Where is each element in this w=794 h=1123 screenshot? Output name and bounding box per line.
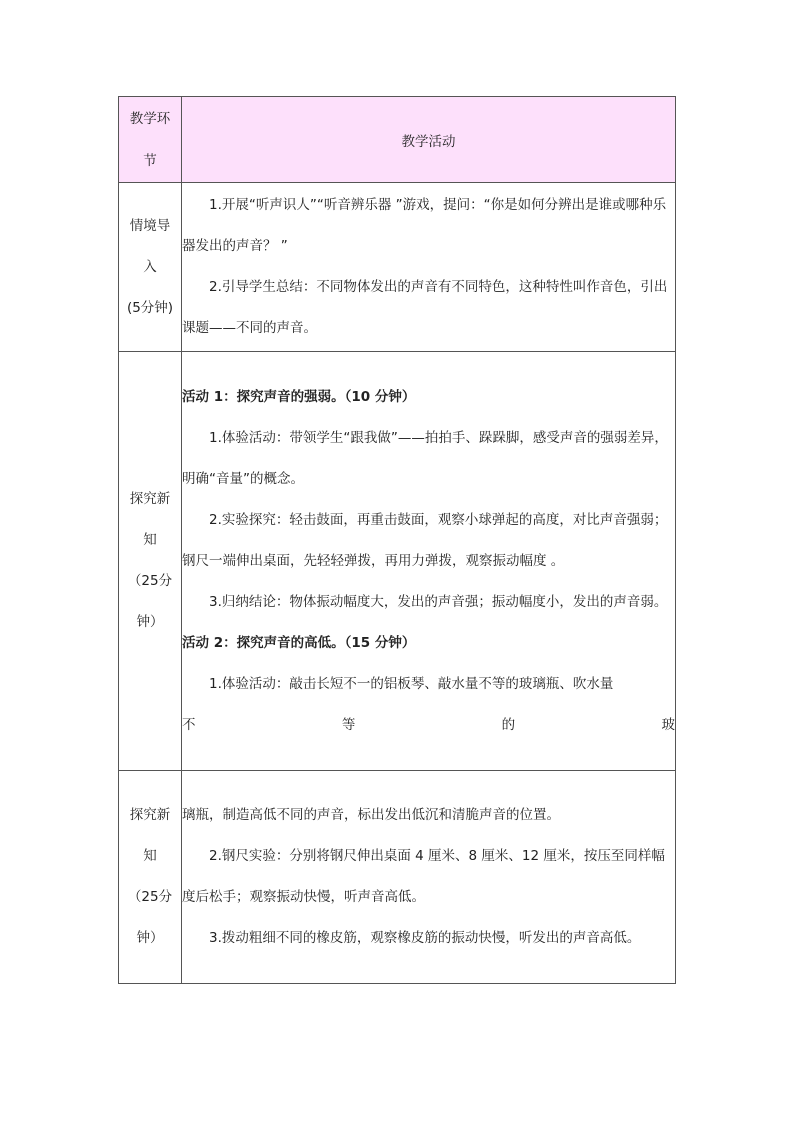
table-row — [119, 183, 676, 352]
table-row — [119, 352, 676, 771]
activity-paragraph: 3.拨动粗细不同的橡皮筋，观察橡皮筋的振动快慢，听发出的声音高低。 — [209, 930, 641, 946]
stage-line: 钟） — [136, 614, 164, 630]
stage-line: 情境导 — [129, 217, 171, 234]
stage-line: 知 — [143, 848, 157, 864]
activity-paragraph: 2.实验探究：轻击鼓面，再重击鼓面，观察小球弹起的高度，对比声音强弱；钢尺一端伸出桌面，先轻轻弹拨，再用力弹拨，观察振动幅度 。 — [182, 511, 668, 569]
justified-char: 玻 — [661, 716, 675, 733]
activity-paragraph: 1.体验活动：敲击长短不一的铝板琴、敲水量不等的玻璃瓶、吹水量 — [209, 675, 614, 692]
header-stage-cell — [119, 97, 182, 183]
stage-line: 入 — [143, 258, 157, 275]
stage-line: 探究新 — [129, 491, 171, 507]
header-activity-cell — [182, 97, 676, 183]
activity-paragraph: 璃瓶，制造高低不同的声音，标出发出低沉和清脆声音的位置。 — [182, 807, 560, 823]
activity-cell — [182, 771, 676, 984]
header-stage-line: 教学环 — [129, 110, 171, 127]
activity-cell — [182, 183, 676, 352]
stage-line: (5分钟) — [126, 299, 174, 316]
stage-cell — [119, 183, 182, 352]
activity-paragraph: 2.引导学生总结：不同物体发出的声音有不同特色，这种特性叫作音色，引出课题——不同的声音。 — [182, 279, 668, 336]
lesson-plan-table — [118, 96, 676, 984]
stage-line: 知 — [143, 532, 157, 548]
activity-cell — [182, 352, 676, 771]
justified-char: 不 — [182, 716, 196, 733]
justified-line — [182, 705, 675, 746]
justified-char: 的 — [501, 716, 516, 733]
activity-paragraph: 1.体验活动：带领学生“跟我做”——拍拍手、跺跺脚，感受声音的强弱差异，明确“音量”的概念。 — [182, 429, 668, 487]
activity-paragraph: 2.钢尺实验：分别将钢尺伸出桌面 4 厘米、8 厘米、12 厘米，按压至同样幅度后松手；观察振动快慢，听声音高低。 — [182, 848, 665, 905]
stage-line: 钟） — [136, 930, 164, 946]
justified-char: 等 — [341, 716, 356, 733]
stage-line: （25分 — [127, 889, 173, 905]
stage-cell — [119, 771, 182, 984]
header-stage-line: 节 — [143, 152, 157, 169]
stage-line: （25分 — [127, 573, 173, 589]
activity-paragraph: 1.开展“听声识人”“听音辨乐器 ”游戏，提问：“你是如何分辨出是谁或哪种乐器发出的声音？ ” — [182, 197, 667, 254]
activity-2-title: 活动 2：探究声音的高低。（15 分钟） — [182, 634, 416, 651]
stage-line: 探究新 — [129, 807, 171, 823]
activity-1-title: 活动 1：探究声音的强弱。（10 分钟） — [182, 388, 416, 405]
header-activity-label: 教学活动 — [401, 133, 456, 150]
activity-paragraph: 3.归纳结论：物体振动幅度大，发出的声音强；振动幅度小，发出的声音弱。 — [209, 593, 668, 610]
table-row — [119, 771, 676, 984]
stage-cell — [119, 352, 182, 771]
header-row — [119, 97, 676, 183]
